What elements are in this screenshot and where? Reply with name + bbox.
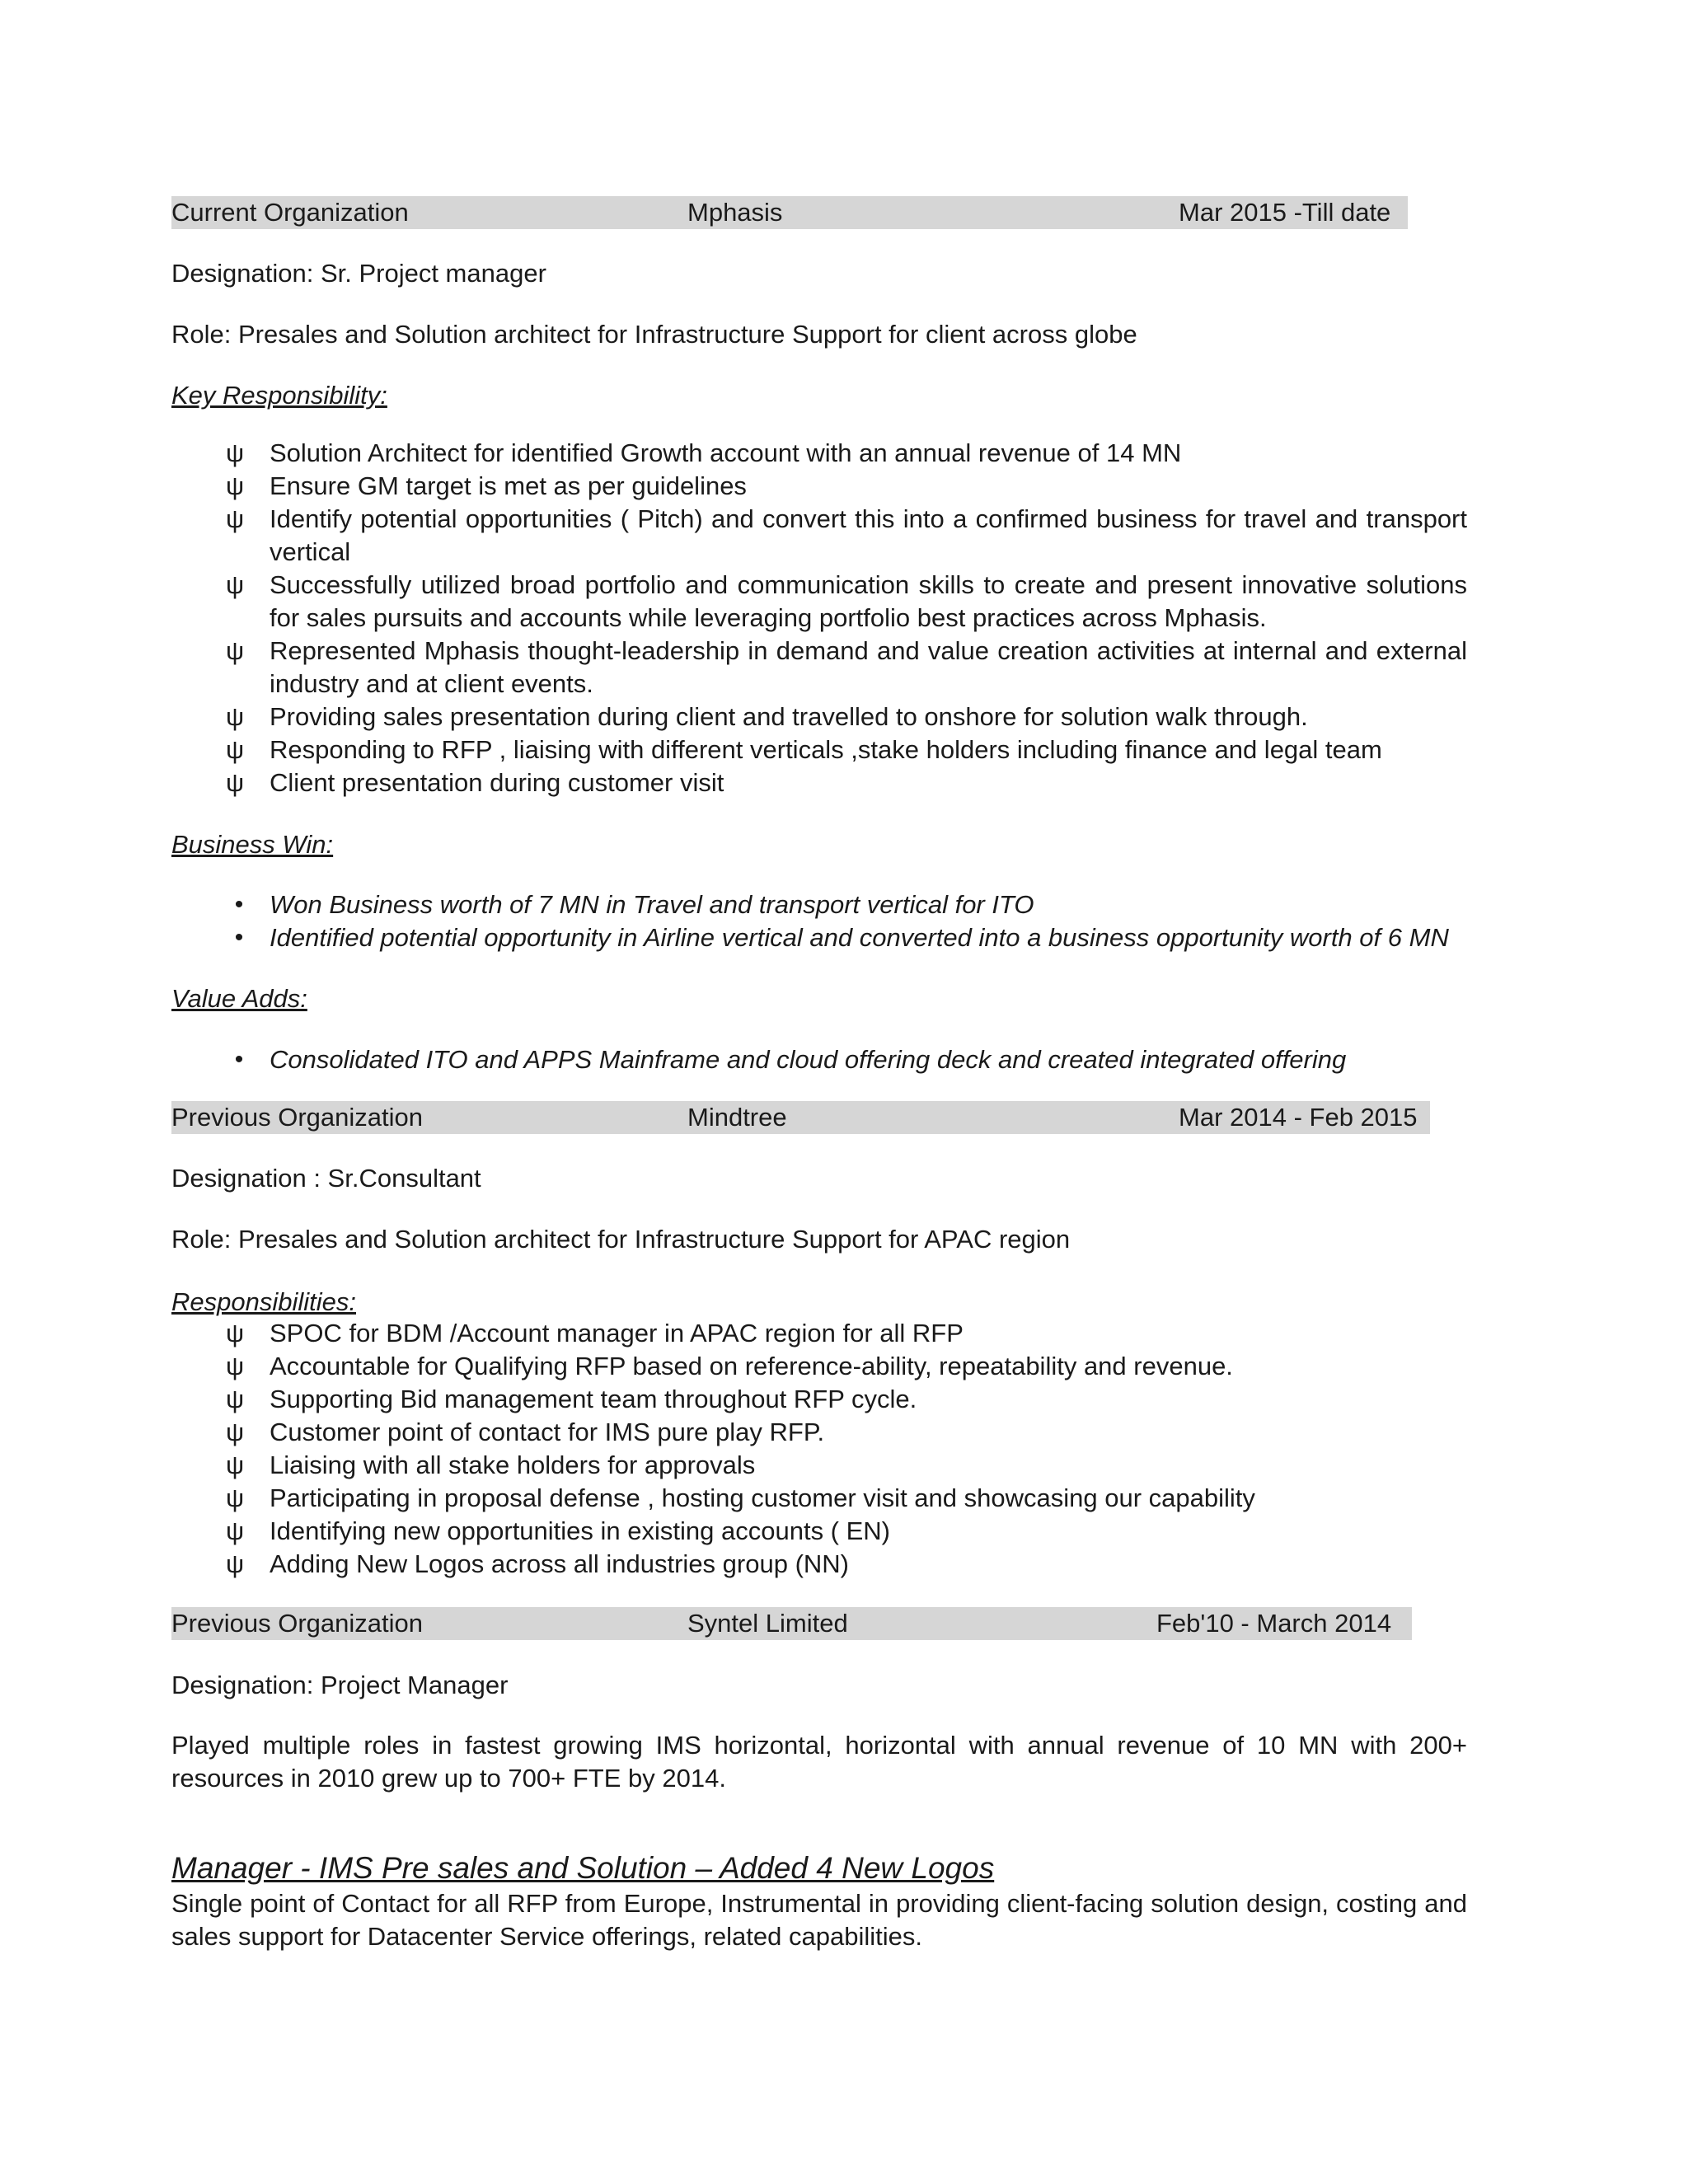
designation: Designation: Project Manager (171, 1671, 509, 1699)
psi-bullet-icon: ψ (225, 438, 245, 467)
list-item: Successfully utilized broad portfolio and communication skills to create and present innovative solutions for sales pursuits and accounts while leveraging portfolio best practices across Mphasis. (270, 570, 1467, 632)
list-item: Represented Mphasis thought-leadership in demand and value creation activities at internal and external industry and at client events. (270, 636, 1467, 698)
list-item: Ensure GM target is met as per guidelines (270, 471, 747, 500)
list-item: Supporting Bid management team throughout RFP cycle. (270, 1385, 917, 1413)
dot-bullet-icon: • (234, 924, 244, 951)
org-company: Syntel Limited (687, 1609, 848, 1638)
org-band-mindtree (171, 1101, 1430, 1134)
list-item: Client presentation during customer visit (270, 768, 724, 797)
psi-bullet-icon: ψ (225, 702, 245, 731)
dot-bullet-icon: • (234, 1046, 244, 1073)
role: Role: Presales and Solution architect for Infrastructure Support for client across globe (171, 320, 1137, 349)
list-item: Responding to RFP , liaising with different verticals ,stake holders including finance and legal team (270, 735, 1382, 764)
list-item: Identified potential opportunity in Airline vertical and converted into a business opportunity worth of 6 MN (270, 923, 1449, 952)
psi-bullet-icon: ψ (225, 471, 245, 500)
subheading-text: Single point of Contact for all RFP from Europe, Instrumental in providing client-facing solution design, costing and sales support for Datacenter Service offerings, related capabilities. (171, 1889, 1467, 1951)
subheading: Manager - IMS Pre sales and Solution – Added 4 New Logos (171, 1851, 995, 1885)
list-item: Adding New Logos across all industries group (NN) (270, 1549, 849, 1578)
psi-bullet-icon: ψ (225, 504, 245, 533)
section-heading-value-adds: Value Adds: (171, 984, 307, 1013)
dot-bullet-icon: • (234, 891, 244, 918)
org-period: Mar 2014 - Feb 2015 (1179, 1103, 1418, 1132)
list-item: SPOC for BDM /Account manager in APAC region for all RFP (270, 1319, 964, 1347)
list-item: Consolidated ITO and APPS Mainframe and cloud offering deck and created integrated offering (270, 1045, 1347, 1074)
org-company: Mphasis (687, 198, 783, 227)
psi-bullet-icon: ψ (225, 1352, 245, 1380)
org-band-current (171, 196, 1408, 229)
section-heading-key-responsibility: Key Responsibility: (171, 381, 387, 410)
org-label: Previous Organization (171, 1609, 423, 1638)
role: Role: Presales and Solution architect for Infrastructure Support for APAC region (171, 1225, 1071, 1254)
psi-bullet-icon: ψ (225, 1385, 245, 1413)
list-item: Providing sales presentation during client and travelled to onshore for solution walk through. (270, 702, 1308, 731)
section-heading-responsibilities: Responsibilities: (171, 1287, 356, 1316)
psi-bullet-icon: ψ (225, 1516, 245, 1545)
psi-bullet-icon: ψ (225, 636, 245, 665)
role-summary: Played multiple roles in fastest growing IMS horizontal, horizontal with annual revenue of 10 MN with 200+ resources in 2010 grew up to 700+ FTE by 2014. (171, 1731, 1467, 1793)
org-period: Feb'10 - March 2014 (1156, 1609, 1392, 1638)
section-heading-business-win: Business Win: (171, 830, 334, 859)
psi-bullet-icon: ψ (225, 1483, 245, 1512)
psi-bullet-icon: ψ (225, 1418, 245, 1446)
list-item: Accountable for Qualifying RFP based on reference-ability, repeatability and revenue. (270, 1352, 1233, 1380)
list-item: Participating in proposal defense , hosting customer visit and showcasing our capability (270, 1483, 1255, 1512)
list-item: Identifying new opportunities in existing accounts ( EN) (270, 1516, 891, 1545)
psi-bullet-icon: ψ (225, 1451, 245, 1479)
list-item: Won Business worth of 7 MN in Travel and transport vertical for ITO (270, 890, 1034, 919)
list-item: Customer point of contact for IMS pure play RFP. (270, 1418, 825, 1446)
org-company: Mindtree (687, 1103, 787, 1132)
list-item: Liaising with all stake holders for approvals (270, 1451, 756, 1479)
psi-bullet-icon: ψ (225, 1549, 245, 1578)
org-band-syntel (171, 1607, 1412, 1640)
list-item: Identify potential opportunities ( Pitch) and convert this into a confirmed business for travel and transport vertical (270, 504, 1467, 566)
designation: Designation: Sr. Project manager (171, 259, 546, 288)
psi-bullet-icon: ψ (225, 1319, 245, 1347)
psi-bullet-icon: ψ (225, 570, 245, 599)
org-label: Previous Organization (171, 1103, 423, 1132)
org-period: Mar 2015 -Till date (1179, 198, 1391, 227)
org-label: Current Organization (171, 198, 409, 227)
designation: Designation : Sr.Consultant (171, 1164, 481, 1193)
list-item: Solution Architect for identified Growth account with an annual revenue of 14 MN (270, 438, 1182, 467)
psi-bullet-icon: ψ (225, 735, 245, 764)
psi-bullet-icon: ψ (225, 768, 245, 797)
